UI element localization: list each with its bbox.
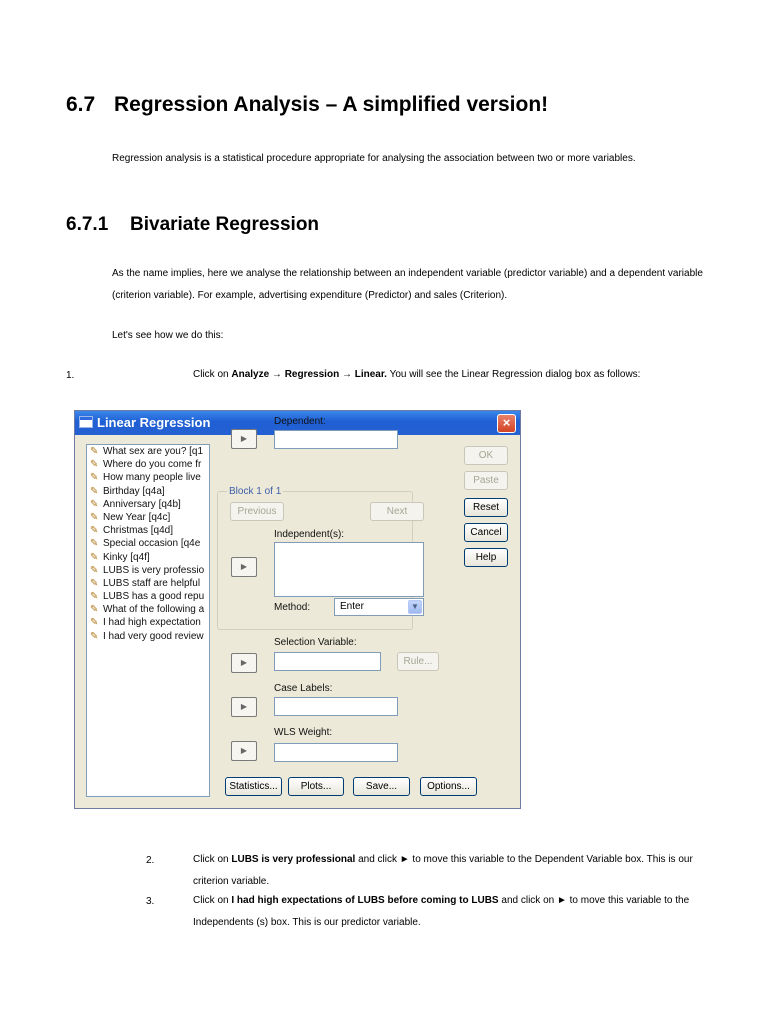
variable-item[interactable]	[87, 511, 209, 524]
paste-button[interactable]: Paste	[464, 471, 508, 490]
variable-item[interactable]	[87, 524, 209, 537]
variable-item[interactable]	[87, 498, 209, 511]
step-3-post: and click on ► to move this variable to the Independents (s) box. This is our predictor variable.	[193, 895, 690, 928]
variable-item[interactable]	[87, 551, 209, 564]
statistics-button[interactable]: Statistics...	[225, 777, 282, 796]
dialog-title: Linear Regression	[97, 415, 211, 430]
case-labels-label: Case Labels:	[274, 683, 333, 694]
scale-variable-icon: ✎	[90, 617, 99, 629]
step-3-number: 3.	[146, 896, 155, 907]
reset-button[interactable]: Reset	[464, 498, 508, 517]
step-2-number: 2.	[146, 855, 155, 866]
wls-weight-field[interactable]	[274, 743, 398, 762]
method-value: Enter	[340, 601, 364, 612]
variable-item[interactable]	[87, 616, 209, 629]
scale-variable-icon: ✎	[90, 511, 99, 523]
variable-label: LUBS staff are helpful	[103, 577, 201, 589]
variable-label: LUBS is very professio	[103, 564, 205, 576]
variable-label: I had very good review	[103, 630, 204, 642]
variable-item[interactable]	[87, 471, 209, 484]
section-number: 6.7	[66, 93, 96, 116]
variable-label: Birthday [q4a]	[103, 485, 165, 497]
scale-variable-icon: ✎	[90, 604, 99, 616]
move-to-case-labels-button[interactable]: ▶	[231, 697, 257, 717]
variable-item[interactable]	[87, 458, 209, 471]
wls-weight-label: WLS Weight:	[274, 727, 333, 738]
scale-variable-icon: ✎	[90, 525, 99, 537]
variable-label: How many people live	[103, 472, 201, 484]
scale-variable-icon: ✎	[90, 498, 99, 510]
variable-item[interactable]	[87, 564, 209, 577]
variable-list[interactable]	[86, 444, 210, 797]
options-button[interactable]: Options...	[420, 777, 477, 796]
variable-label: Kinky [q4f]	[103, 551, 150, 563]
subsection-title: Bivariate Regression	[130, 214, 320, 235]
subsection-heading	[66, 214, 319, 236]
method-select[interactable]	[334, 598, 424, 616]
variable-item[interactable]	[87, 537, 209, 550]
independents-label: Independent(s):	[274, 529, 345, 540]
ok-button[interactable]: OK	[464, 446, 508, 465]
variable-label: What of the following a	[103, 604, 205, 616]
block-label: Block 1 of 1	[229, 486, 282, 497]
variable-label: What sex are you? [q1	[103, 446, 204, 457]
linear-regression-dialog	[74, 410, 521, 809]
selection-variable-field[interactable]	[274, 652, 381, 671]
variable-item[interactable]	[87, 603, 209, 616]
move-to-independents-button[interactable]: ▶	[231, 557, 257, 577]
case-labels-field[interactable]	[274, 697, 398, 716]
scale-variable-icon: ✎	[90, 472, 99, 484]
scale-variable-icon: ✎	[90, 564, 99, 576]
save-button[interactable]: Save...	[353, 777, 410, 796]
scale-variable-icon: ✎	[90, 591, 99, 603]
cancel-button[interactable]: Cancel	[464, 523, 508, 542]
step-2-bold: LUBS is very professional	[231, 854, 356, 865]
method-label: Method:	[274, 602, 311, 613]
variable-item[interactable]	[87, 485, 209, 498]
window-icon	[79, 416, 93, 428]
scale-variable-icon: ✎	[90, 485, 99, 497]
variable-label: Anniversary [q4b]	[103, 498, 181, 510]
move-to-selection-button[interactable]: ▶	[231, 653, 257, 673]
variable-item[interactable]	[87, 577, 209, 590]
section-heading	[66, 93, 548, 117]
scale-variable-icon: ✎	[90, 551, 99, 563]
scale-variable-icon: ✎	[90, 538, 99, 550]
help-button[interactable]: Help	[464, 548, 508, 567]
step-1-number: 1.	[66, 370, 75, 381]
step-1-pre: Click on	[193, 369, 232, 380]
intro-paragraph: Regression analysis is a statistical procedure appropriate for analysing the association between two or more variables.	[112, 153, 636, 164]
scale-variable-icon: ✎	[90, 459, 99, 471]
subsection-number: 6.7.1	[66, 214, 109, 235]
move-to-dependent-button[interactable]: ▶	[231, 429, 257, 449]
close-icon[interactable]: ×	[497, 414, 516, 433]
step-1-post: You will see the Linear Regression dialog box as follows:	[386, 369, 641, 380]
variable-label: Where do you come fr	[103, 459, 202, 471]
dependent-field[interactable]	[274, 430, 398, 449]
scale-variable-icon: ✎	[90, 630, 99, 642]
variable-item[interactable]	[87, 590, 209, 603]
rule-button[interactable]: Rule...	[397, 652, 439, 671]
move-to-wls-button[interactable]: ▶	[231, 741, 257, 761]
variable-item[interactable]	[87, 445, 209, 458]
section-title: Regression Analysis – A simplified version!	[114, 93, 549, 116]
scale-variable-icon: ✎	[90, 577, 99, 589]
variable-label: New Year [q4c]	[103, 511, 171, 523]
variable-label: I had high expectation	[103, 617, 201, 629]
step-1-text	[193, 364, 733, 386]
step-3-pre: Click on	[193, 895, 232, 906]
previous-button[interactable]: Previous	[230, 502, 284, 521]
lead-in-paragraph: Let's see how we do this:	[112, 330, 224, 341]
step-2-pre: Click on	[193, 854, 232, 865]
step-2-text	[193, 849, 698, 893]
chevron-down-icon[interactable]: ▼	[408, 600, 422, 614]
explanation-paragraph: As the name implies, here we analyse the relationship between an independent variable (predictor variable) and a dependent variable (criterion variable). For example, advertising expenditure (Predictor) and sales (Criterion).	[112, 268, 703, 301]
step-2-post: and click ► to move this variable to the Dependent Variable box. This is our criterion variable.	[193, 854, 693, 887]
dependent-label: Dependent:	[274, 416, 326, 427]
next-button[interactable]: Next	[370, 502, 424, 521]
variable-label: Christmas [q4d]	[103, 525, 174, 537]
scale-variable-icon: ✎	[90, 446, 99, 457]
step-1-bold: Analyze → Regression → Linear.	[231, 369, 387, 380]
variable-label: LUBS has a good repu	[103, 591, 205, 603]
variable-label: Special occasion [q4e	[103, 538, 201, 550]
variable-item[interactable]	[87, 630, 209, 643]
plots-button[interactable]: Plots...	[288, 777, 344, 796]
step-3-bold: I had high expectations of LUBS before coming to LUBS	[231, 895, 499, 906]
step-3-text	[193, 890, 698, 934]
independents-field[interactable]	[274, 542, 424, 597]
selection-variable-label: Selection Variable:	[274, 637, 357, 648]
